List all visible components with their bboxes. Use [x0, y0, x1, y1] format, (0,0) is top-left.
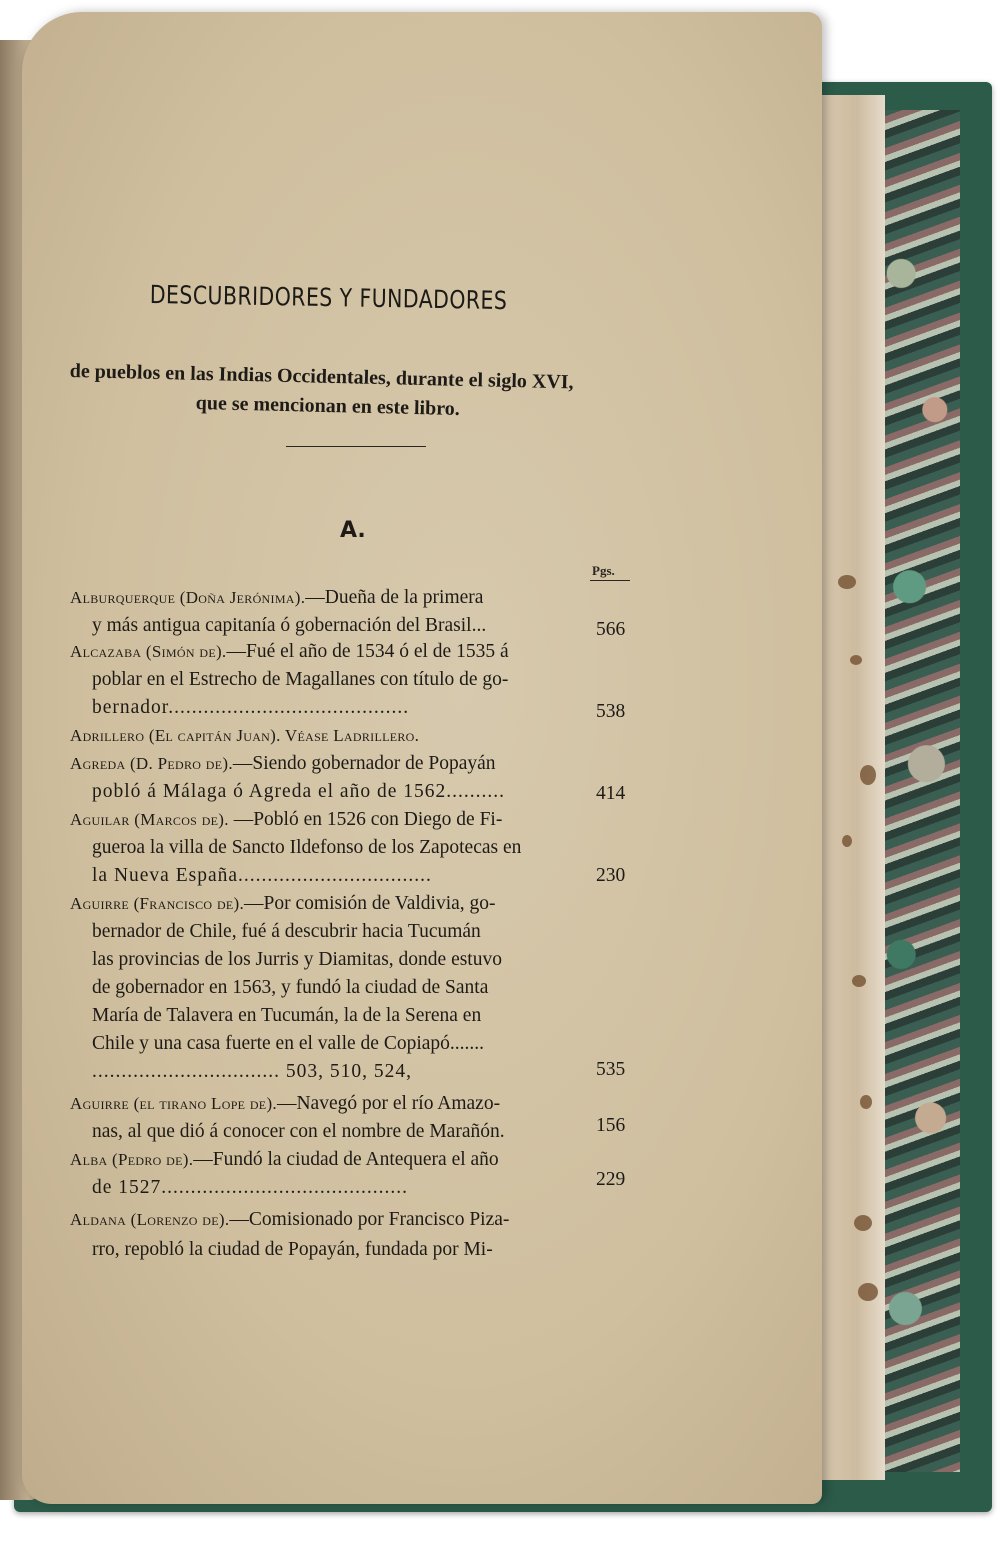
entry-page-number: 156	[596, 1115, 626, 1136]
index-entry-line: las provincias de los Jurris y Diamitas, donde estuvo	[92, 949, 502, 970]
index-entry-line	[70, 808, 586, 832]
index-entry-line: gueroa la villa de Sancto Ildefonso de los Zapotecas en	[92, 837, 522, 858]
entry-page-number: 229	[596, 1169, 626, 1190]
entry-text: —Navegó por el río Amazo-	[276, 1093, 501, 1114]
index-entry-line	[70, 1208, 586, 1232]
entry-page-number: 414	[596, 783, 626, 804]
index-entry-line: la Nueva España.................................	[92, 865, 432, 886]
index-entry-line: rro, repobló la ciudad de Popayán, fundada por Mi-	[92, 1239, 493, 1260]
entry-text: —Comisionado por Francisco Piza-	[229, 1209, 510, 1230]
index-entry-line: ................................ 503, 510, 524,	[92, 1061, 412, 1082]
index-entry-line: bernador de Chile, fué á descubrir hacia Tucumán	[92, 921, 481, 942]
index-entry-line: Chile y una casa fuerte en el valle de Copiapó.......	[92, 1033, 485, 1054]
index-entry-line	[70, 892, 586, 916]
entry-text: —Siendo gobernador de Popayán	[232, 753, 496, 774]
entry-page-number: 566	[596, 619, 626, 640]
entry-text: —Fundó la ciudad de Antequera el año	[193, 1149, 499, 1170]
entry-name: Alba (Pedro de).	[70, 1150, 194, 1169]
title-divider	[286, 446, 426, 447]
index-entry-line	[70, 1148, 586, 1172]
index-entry-line: bernador.........................................	[92, 697, 410, 718]
index-entry-line: y más antigua capitanía ó gobernación del Brasil...	[92, 615, 487, 636]
entry-page-number: 535	[596, 1059, 626, 1080]
entry-text: —Pobló en 1526 con Diego de Fi-	[228, 809, 503, 830]
index-entry-line	[70, 724, 586, 748]
section-letter: A.	[340, 518, 366, 543]
index-entry-line	[70, 752, 586, 776]
entry-name: Aldana (Lorenzo de).	[70, 1210, 230, 1229]
entry-name: Alburquerque (Doña Jerónima).	[70, 588, 306, 607]
entry-page-number: 538	[596, 701, 626, 722]
index-entry-line	[70, 586, 586, 610]
index-entry-line: poblar en el Estrecho de Magallanes con título de go-	[92, 669, 509, 690]
entry-name: Agreda (D. Pedro de).	[70, 754, 233, 773]
subtitle-line-2: que se mencionan en este libro.	[195, 392, 461, 420]
entry-name: Alcazaba (Simón de).	[70, 642, 227, 661]
index-entry-line: pobló á Málaga ó Agreda el año de 1562..........	[92, 781, 505, 802]
index-entry-line	[70, 640, 586, 664]
entry-name: Adrillero (El capitán Juan).	[70, 726, 281, 745]
entry-text: —Dueña de la primera	[305, 587, 484, 608]
entry-text: Véase Ladrillero.	[280, 726, 420, 745]
index-entry-line: nas, al que dió á conocer con el nombre de Marañón.	[92, 1121, 505, 1142]
subtitle-line-1: de pueblos en las Indias Occidentales, durante el siglo XVI,	[69, 360, 574, 394]
page-title: DESCUBRIDORES Y FUNDADORES	[149, 280, 508, 316]
entry-name: Aguirre (Francisco de).	[70, 894, 245, 913]
marbled-endpaper	[876, 110, 960, 1472]
index-entry-line: María de Talavera en Tucumán, la de la Serena en	[92, 1005, 482, 1026]
entry-text: —Por comisión de Valdivia, go-	[244, 893, 496, 914]
pages-column-header: Pgs.	[592, 563, 615, 578]
entry-page-number: 230	[596, 865, 626, 886]
pages-header-rule	[590, 580, 630, 581]
entry-text: —Fué el año de 1534 ó el de 1535 á	[226, 641, 509, 662]
entry-name: Aguilar (Marcos de).	[70, 810, 229, 829]
index-entry-line	[70, 1092, 586, 1116]
entry-name: Aguirre (el tirano Lope de).	[70, 1094, 277, 1113]
index-entry-line: de 1527..........................................	[92, 1177, 409, 1198]
index-entry-line: de gobernador en 1563, y fundó la ciudad de Santa	[92, 977, 489, 998]
